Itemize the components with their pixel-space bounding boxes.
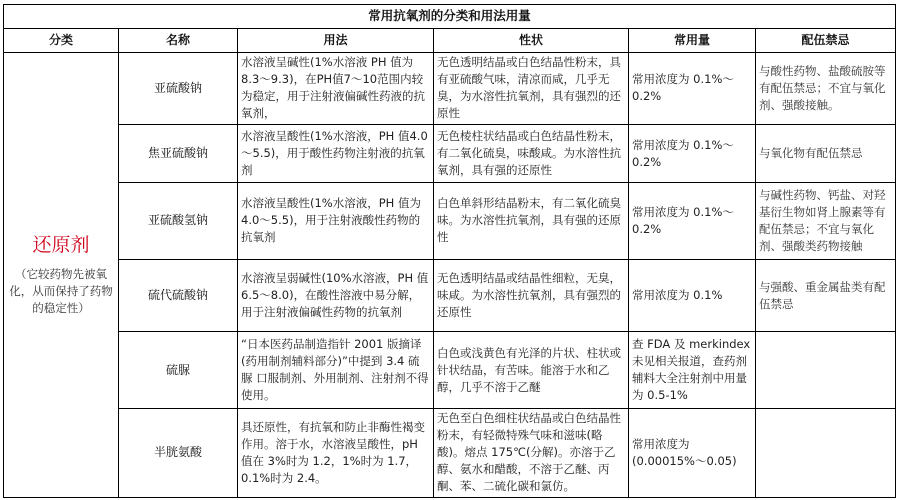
table-row xyxy=(4,259,896,332)
cell-usage: 具还原性，有抗氧和防止非酶性褐变作用。溶于水，水溶液呈酸性，pH 值在 3%时为 1.2，1%时为 1.7，0.1%时为 2.4。 xyxy=(238,408,434,497)
cell-incompatibility: 与酸性药物、盐酸硫胺等有配伍禁忌；不宜与氧化剂、强酸接触。 xyxy=(756,52,896,125)
table-row xyxy=(4,52,896,125)
cell-dosage: 常用浓度为(0.00015%～0.05) xyxy=(629,408,756,497)
cell-name: 半胱氨酸 xyxy=(119,408,238,497)
header-row xyxy=(4,28,896,52)
cell-properties: 无色透明结晶或结晶性细粒，无臭，味咸。为水溶性抗氧剂，具有强烈的还原性 xyxy=(434,259,629,332)
cell-dosage: 常用浓度为 0.1%～0.2% xyxy=(629,183,756,260)
header-name: 名称 xyxy=(119,28,238,52)
cell-name: 硫代硫酸钠 xyxy=(119,259,238,332)
cell-usage: 水溶液呈碱性(1%水溶液 PH 值为8.3～9.3)，在PH值7～10范围内较为稳定，用于注射液偏碱性药液的抗氧剂， xyxy=(238,52,434,125)
cell-dosage: 常用浓度为 0.1%～0.2% xyxy=(629,125,756,183)
cell-incompatibility: 与氧化物有配伍禁忌 xyxy=(756,125,896,183)
cell-name: 亚硫酸钠 xyxy=(119,52,238,125)
cell-usage: “日本医药品制造指针 2001 版摘译(药用制剂辅料部分)”中提到 3.4 硫脲 口服制剂、外用制剂、注射剂不得使用。 xyxy=(238,332,434,409)
cell-usage: 水溶液呈酸性(1%水溶液，PH 值4.0～5.5)，用于酸性药物注射液的抗氧剂 xyxy=(238,125,434,183)
cell-usage: 水溶液呈酸性(1%水溶液，PH 值为4.0～5.5)，用于注射液酸性药物的抗氧剂 xyxy=(238,183,434,260)
category-note: （它较药物先被氧化，从而保持了药物的稳定性） xyxy=(9,267,113,316)
cell-name: 亚硫酸氢钠 xyxy=(119,183,238,260)
cell-dosage: 常用浓度为 0.1% xyxy=(629,259,756,332)
cell-properties: 白色或浅黄色有光泽的片状、柱状或针状结晶，有苦味。能溶于水和乙醇，几乎不溶于乙醚 xyxy=(434,332,629,409)
cell-name: 焦亚硫酸钠 xyxy=(119,125,238,183)
table-row xyxy=(4,125,896,183)
cell-properties: 无色棱柱状结晶或白色结晶性粉末，有二氧化硫臭，味酸咸。为水溶性抗氧剂，具有强的还原性 xyxy=(434,125,629,183)
cell-dosage: 查 FDA 及 merkindex 未见相关报道，查药剂辅料大全注射剂中用量为 0.5-1% xyxy=(629,332,756,409)
cell-properties: 无色至白色细柱状结晶或白色结晶性粉末，有轻微特殊气味和滋味(略酸)。熔点 175℃(分解)。亦溶于乙醇、氨水和醋酸，不溶于乙醚、丙酮、苯、二硫化碳和氯仿。 xyxy=(434,408,629,497)
cell-incompatibility xyxy=(756,332,896,409)
header-usage: 用法 xyxy=(238,28,434,52)
table-row xyxy=(4,408,896,497)
table-row xyxy=(4,332,896,409)
antioxidant-table xyxy=(3,4,896,498)
cell-dosage: 常用浓度为 0.1%～0.2% xyxy=(629,52,756,125)
cell-usage: 水溶液呈弱碱性(10%水溶液，PH 值 6.5～8.0)，在酸性溶液中易分解，用于注射液偏碱性药物的抗氧剂 xyxy=(238,259,434,332)
cell-incompatibility: 与强酸、重金属盐类有配伍禁忌 xyxy=(756,259,896,332)
category-title: 还原剂 xyxy=(32,234,90,257)
header-properties: 性状 xyxy=(434,28,629,52)
table-title: 常用抗氧剂的分类和用法用量 xyxy=(4,5,896,29)
table-row xyxy=(4,183,896,260)
category-cell xyxy=(4,52,119,497)
cell-incompatibility xyxy=(756,408,896,497)
header-category: 分类 xyxy=(4,28,119,52)
cell-properties: 白色单斜形结晶粉末，有二氧化硫臭味。为水溶性抗氧剂，具有强的还原性 xyxy=(434,183,629,260)
cell-incompatibility: 与碱性药物、钙盐、对羟基衍生物如肾上腺素等有配伍禁忌；不宜与氧化剂、强酸类药物接触 xyxy=(756,183,896,260)
header-incompatibility: 配伍禁忌 xyxy=(756,28,896,52)
cell-properties: 无色透明结晶或白色结晶性粉末，具有亚硫酸气味，清凉而咸，几乎无臭，为水溶性抗氧剂，具有强烈的还原性 xyxy=(434,52,629,125)
cell-name: 硫脲 xyxy=(119,332,238,409)
header-dosage: 常用量 xyxy=(629,28,756,52)
